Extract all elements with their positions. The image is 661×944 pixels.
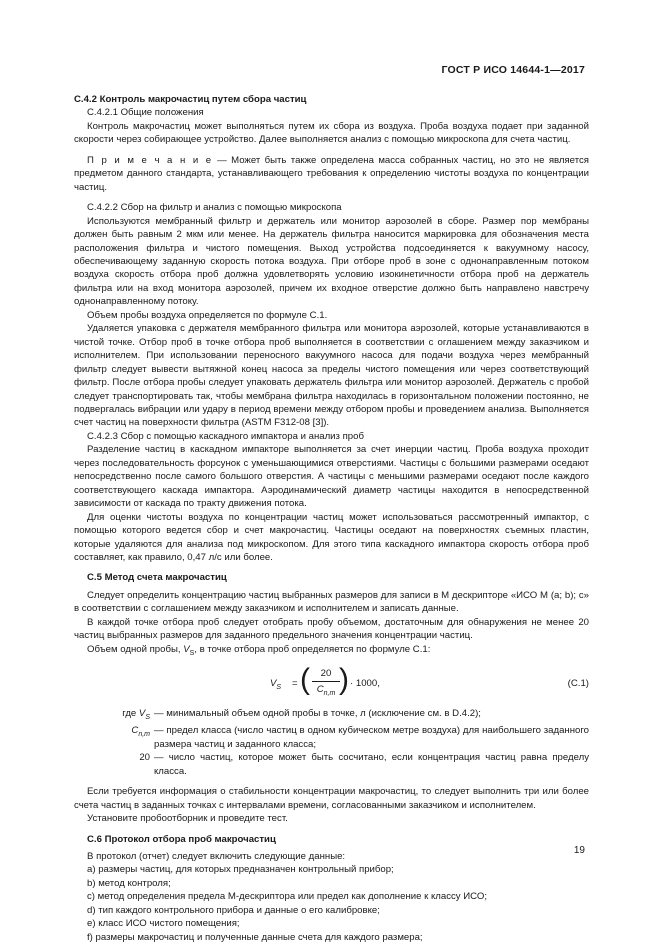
paragraph: В протокол (отчет) следует включить следующие данные: — [87, 851, 346, 863]
paragraph: Используются мембранный фильтр и держатель или монитор аэрозолей в сборе. Размер пор мембраны должен быть равным 2 мкм или менее. На держатель фильтра наносится маркировка для обозначения места расположения фильтра и чистого помещения. Выход устройства подсоединяется к вакуумному насосу, обеспечивающему заданную скорость потока воздуха. При отборе проб в зоне с однонаправленным потоком воздуха скорость отбора проб должна удовлетворять условию изокинетичности отбора проб на держатель фильтра или на вход монитора аэрозолей, причем их входное отверстие должно быть направлено навстречу однонаправленному потоку. — [74, 215, 589, 308]
list-item: d) тип каждого контрольного прибора и данные о его калибровке; — [87, 904, 380, 916]
note — [74, 154, 589, 194]
list-item: c) метод определения предела М-дескриптора или предел как дополнение к классу ИСО; — [87, 891, 487, 903]
note-label: П р и м е ч а н и е — [87, 154, 213, 166]
legend-row: 20 — число частиц, которое может быть сосчитано, если концентрация частиц равна пределу класса. — [139, 752, 589, 777]
formula-number: (С.1) — [567, 678, 589, 690]
formula-legend — [74, 707, 589, 778]
list-item: b) метод контроля; — [87, 877, 171, 889]
formula-equals: = — [292, 678, 298, 690]
formula-left-paren: ( — [300, 663, 310, 697]
paragraph: Удаляется упаковка с держателя мембранного фильтра или монитора аэрозолей, которые устанавливаются в чистой точке. Отбор проб в точке отбора проб выполняется в соответствии с оглашением между заказчиком и исполнителем. При использовании переносного вакуумного насоса для подачи воздуха через мембранный фильтр следует вывести вытяжной конец насоса за пределы чистого помещения или через соответствующий фильтр. После отбора пробы следует упаковать держатель фильтра или монитор аэрозолей. Держатель с пробой следует транспортировать так, чтобы мембрана фильтра находилась в горизонтальном положении постоянно, не подвергалась вибрации или удару в период времени между отбором пробы и проведением анализа. Выполняется счет частиц на поверхности фильтра (ASTM F312-08 [3]). — [74, 323, 589, 429]
page-number: 19 — [573, 845, 585, 856]
paragraph: Для оценки чистоты воздуха по концентрации частиц может использоваться рассмотренный импактор, с помощью которого ведется сбор и счет макрочастиц. Частицы оседают на поверхностях съемных пластин, которые удаляются для анализа под микроскопом. Для этого типа каскадного импактора скорость отбора проб составляет, как правило, 0,47 л/с или более. — [74, 511, 589, 563]
formula-lhs: $V_S$ — [270, 678, 282, 691]
legend-row: $C_{n,m}$ — предел класса (число частиц в одном кубическом метре воздуха) для наибольшего заданного размера частиц и заданного класса; — [131, 725, 589, 750]
paragraph: Установите пробоотборник и проведите тест. — [87, 813, 288, 825]
list-item: e) класс ИСО чистого помещения; — [87, 918, 240, 930]
note-text: — Может быть также определена масса собранных частиц, но это не является предметом данного стандарта, устанавливающего требования к определению чистоты воздуха по концентрации частиц. — [74, 154, 589, 193]
formula-denominator: $C_{n,m}$ — [316, 684, 336, 698]
page-content — [74, 93, 589, 944]
subsection-c423-title: С.4.2.3 Сбор с помощью каскадного импактора и анализ проб — [87, 430, 364, 442]
standard-header: ГОСТ Р ИСО 14644-1—2017 — [441, 64, 585, 76]
paragraph: В каждой точке отбора проб следует отобрать пробу объемом, достаточным для обнаружения не менее 20 частиц выбранных размеров для заданного предельного значения концентрации частиц. — [74, 616, 589, 642]
paragraph: Контроль макрочастиц может выполняться путем их сбора из воздуха. Проба воздуха подает при заданной скорости через собирающее устройство. Далее выполняется анализ с помощью микроскопа для счета частиц. — [74, 120, 589, 146]
paragraph: Объем одной пробы, $V_S$, в точке отбора проб определяется по формуле С.1: — [87, 643, 431, 657]
formula-right-paren: ) — [339, 663, 349, 697]
formula-numerator: 20 — [312, 667, 340, 682]
formula-multiplier: · 1000, — [350, 678, 380, 690]
legend-row: где $V_S$ — минимальный объем одной пробы в точке, л (исключение см. в D.4.2); — [122, 708, 481, 721]
paragraph: Объем пробы воздуха определяется по формуле С.1. — [87, 309, 328, 321]
paragraph: Если требуется информация о стабильности концентрации макрочастиц, то следует выполнить три или более счета частиц в заданных точках с интервалами времени, согласованными заказчиком и исполнителем. — [74, 786, 589, 811]
subsection-c421-title: С.4.2.1 Общие положения — [87, 107, 204, 119]
section-c42-title: С.4.2 Контроль макрочастиц путем сбора частиц — [74, 94, 307, 105]
formula-c1 — [74, 663, 589, 701]
section-c6-title: С.6 Протокол отбора проб макрочастиц — [87, 833, 276, 845]
paragraph: Следует определить концентрацию частиц выбранных размеров для записи в М дескрипторе «ИСО М (a; b); c» в соответствии с соглашением между заказчиком и исполнителем и записать данные. — [74, 589, 589, 615]
subsection-c422-title: С.4.2.2 Сбор на фильтр и анализ с помощью микроскопа — [87, 202, 342, 214]
list-item: a) размеры частиц, для которых предназначен контрольный прибор; — [87, 864, 394, 876]
formula-fraction — [312, 667, 340, 701]
section-c5-title: С.5 Метод счета макрочастиц — [87, 572, 227, 584]
paragraph: Разделение частиц в каскадном импакторе выполняется за счет инерции частиц. Проба воздуха проходит через последовательность форсунок с уменьшающимися отверстиями. Частицы с большими размерами оседают непосредственно после самого большого отверстия. А частицы с меньшими размерами оседают после каждого соответствующего каскада импактора. Аэродинамический диаметр частицы находится в непосредственной зависимости от каскада по тракту движения потока. — [74, 444, 589, 510]
list-item: f) размеры макрочастиц и полученные данные счета для каждого размера; — [87, 931, 423, 943]
